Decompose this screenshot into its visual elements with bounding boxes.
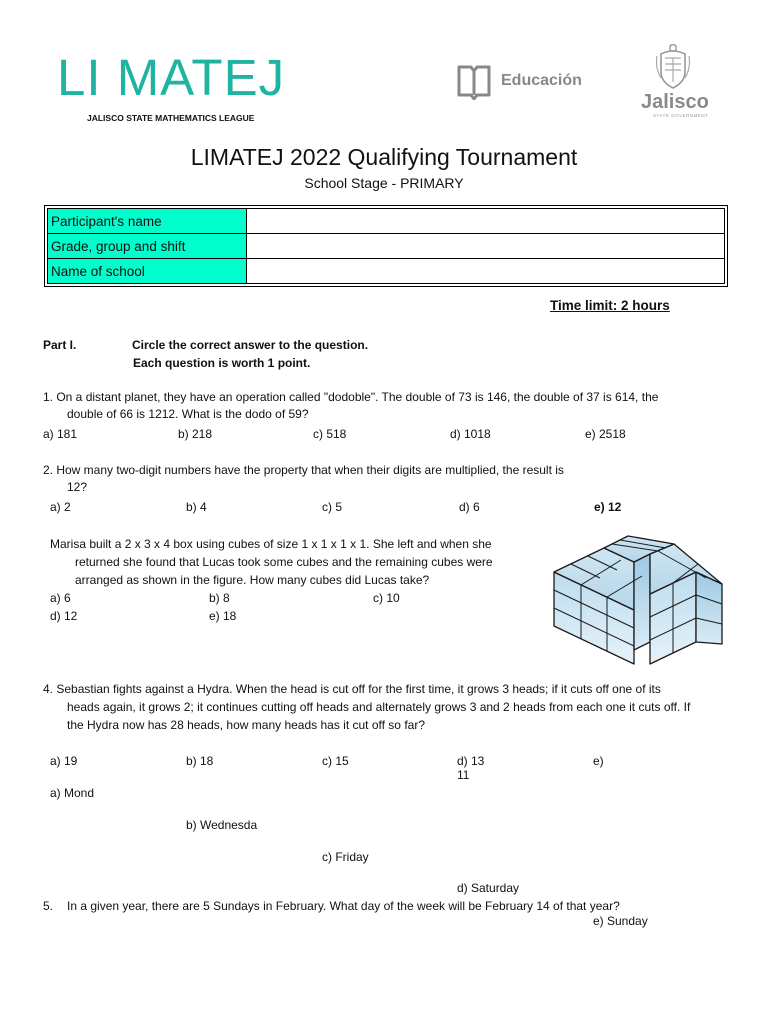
answer-option[interactable]: a) 6 [50,591,71,605]
education-logo [456,62,582,100]
answer-option[interactable]: a) 19 [50,754,78,768]
answer-option[interactable]: c) 15 [322,754,349,768]
info-row [48,209,725,234]
answer-option[interactable]: b) 8 [209,591,230,605]
answer-option[interactable]: d) Saturday [457,881,520,895]
answer-option[interactable]: e) 12 [594,500,622,514]
jalisco-label: Jalisco [641,91,709,113]
cube-figure [550,534,726,666]
answer-option[interactable]: d) 1018 [450,427,491,441]
participant-info-table [47,208,725,284]
jalisco-emblem-icon [655,44,691,90]
question-4-text: 4. Sebastian fights against a Hydra. When the head is cut off for the first time, it grows 3 heads; if it cuts off one of its [43,682,661,696]
answer-option[interactable]: e) Sunday [593,914,648,928]
info-label: Participant's name [48,209,247,234]
document-subtitle: School Stage - PRIMARY [304,175,464,191]
answer-option-overflow: 11 [457,768,470,782]
question-4-text: the Hydra now has 28 heads, how many heads has it cut off so far? [67,718,425,732]
answer-option[interactable]: d) 12 [50,609,78,623]
question-3-text: returned she found that Lucas took some cubes and the remaining cubes were [75,555,493,569]
info-value-field[interactable] [247,259,725,284]
answer-option[interactable]: d) 13 [457,754,485,768]
answer-option[interactable]: a) Mond [50,786,95,800]
part-instruction: Each question is worth 1 point. [133,356,311,370]
answer-option[interactable]: e) [593,754,604,768]
info-label: Grade, group and shift [48,234,247,259]
question-5-text: In a given year, there are 5 Sundays in February. What day of the week will be February 14 of that year? [67,899,620,913]
answer-option[interactable]: b) 218 [178,427,213,441]
answer-option[interactable]: c) Friday [322,850,369,864]
document-title: LIMATEJ 2022 Qualifying Tournament [190,144,578,170]
question-3-text: Marisa built a 2 x 3 x 4 box using cubes of size 1 x 1 x 1 x 1. She left and when she [50,537,492,551]
answer-option[interactable]: a) 181 [43,427,78,441]
book-icon [456,62,492,100]
league-name: JALISCO STATE MATHEMATICS LEAGUE [87,113,255,123]
answer-option[interactable]: c) 518 [313,427,347,441]
jalisco-sub-label: STATE GOVERNMENT [653,113,709,118]
info-row [48,259,725,284]
education-label: Educación [501,72,582,89]
info-value-field[interactable] [247,209,725,234]
question-5-number: 5. [43,899,54,913]
question-2-text: 12? [67,480,88,494]
question-3-text: arranged as shown in the figure. How many cubes did Lucas take? [75,573,430,587]
question-1-text: double of 66 is 1212. What is the dodo of 59? [67,407,309,421]
answer-option[interactable]: e) 18 [209,609,237,623]
question-2-text: 2. How many two-digit numbers have the property that when their digits are multiplied, the result is [43,463,564,477]
info-row [48,234,725,259]
answer-option[interactable]: d) 6 [459,500,480,514]
answer-option[interactable]: b) 4 [186,500,207,514]
part-instruction: Circle the correct answer to the question. [132,338,369,352]
answer-option[interactable]: c) 5 [322,500,343,514]
answer-option[interactable]: b) 18 [186,754,214,768]
info-value-field[interactable] [247,234,725,259]
part-label: Part I. [43,338,77,352]
question-1-text: 1. On a distant planet, they have an operation called "dodoble". The double of 73 is 146, the double of 37 is 614, the [43,390,659,404]
time-limit: Time limit: 2 hours [550,298,670,313]
answer-option[interactable]: b) Wednesda [186,818,258,832]
league-logo-text: LI MATEJ [57,49,286,106]
question-4-text: heads again, it grows 2; it continues cutting off heads and alternately grows 3 and 2 heads from each one it cuts off. If [67,700,691,714]
answer-option[interactable]: e) 2518 [585,427,626,441]
answer-option[interactable]: a) 2 [50,500,71,514]
answer-option[interactable]: c) 10 [373,591,400,605]
info-label: Name of school [48,259,247,284]
